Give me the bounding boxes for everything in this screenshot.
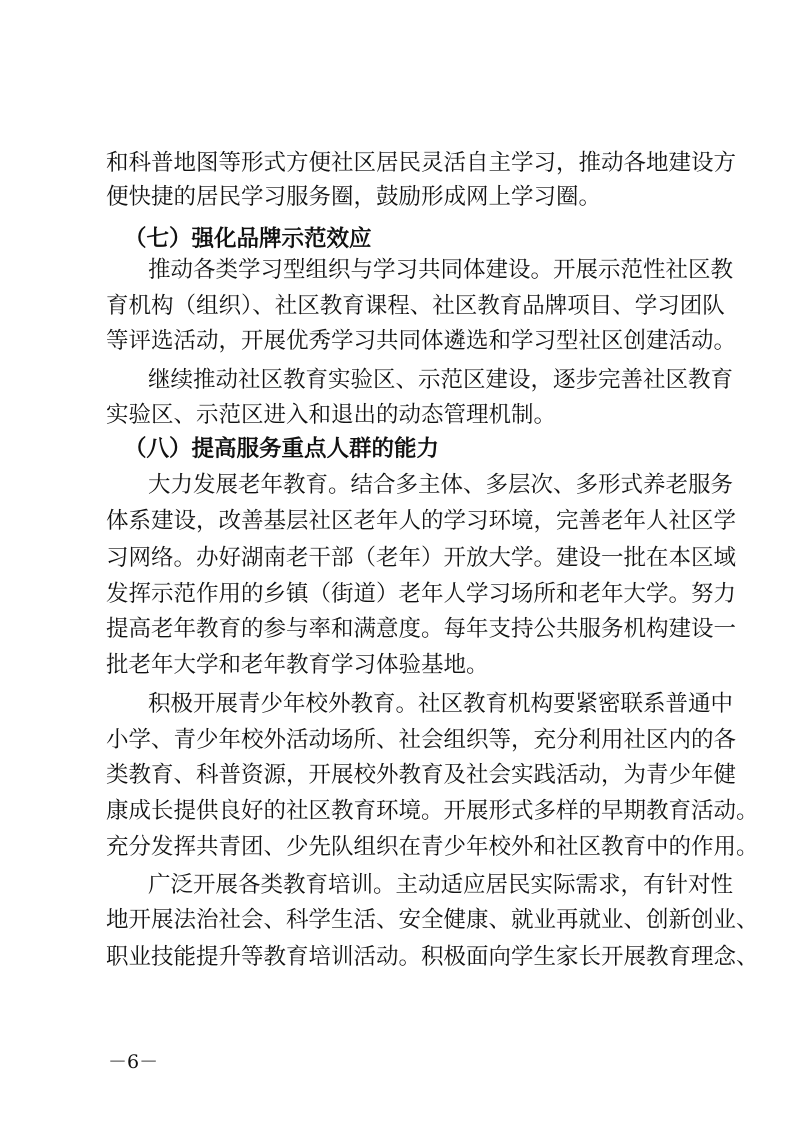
text-line: 职业技能提升等教育培训活动。积极面向学生家长开展教育理念、 <box>106 944 759 970</box>
text-line: 地开展法治社会、科学生活、安全健康、就业再就业、创新创业、 <box>106 907 759 933</box>
text-line: 习网络。办好湖南老干部（老年）开放大学。建设一批在本区域 <box>106 545 737 571</box>
text-line: 提高老年教育的参与率和满意度。每年支持公共服务机构建设一 <box>106 616 737 642</box>
paragraph-first-line: 继续推动社区教育实验区、示范区建设，逐步完善社区教育 <box>148 367 734 393</box>
text-line: 发挥示范作用的乡镇（街道）老年人学习场所和老年大学。努力 <box>106 581 737 607</box>
text-line: 批老年大学和老年教育学习体验基地。 <box>106 652 489 678</box>
text-line: 充分发挥共青团、少先队组织在青少年校外和社区教育中的作用。 <box>106 834 759 860</box>
section-heading: （八）提高服务重点人群的能力 <box>124 436 440 462</box>
text-line: 育机构（组织）、社区教育课程、社区教育品牌项目、学习团队 <box>106 293 725 319</box>
text-line: 和科普地图等形式方便社区居民灵活自主学习，推动各地建设方 <box>106 150 737 176</box>
paragraph-first-line: 推动各类学习型组织与学习共同体建设。开展示范性社区教 <box>148 257 734 283</box>
paragraph-first-line: 广泛开展各类教育培训。主动适应居民实际需求，有针对性 <box>148 872 734 898</box>
text-line: 类教育、科普资源，开展校外教育及社会实践活动，为青少年健 <box>106 762 737 788</box>
text-line: 等评选活动，开展优秀学习共同体遴选和学习型社区创建活动。 <box>106 328 737 354</box>
text-line: 小学、青少年校外活动场所、社会组织等，充分利用社区内的各 <box>106 727 737 753</box>
page-number: －6－ <box>108 1051 159 1073</box>
text-line: 便快捷的居民学习服务圈，鼓励形成网上学习圈。 <box>106 184 602 210</box>
text-line: 康成长提供良好的社区教育环境。开展形式多样的早期教育活动。 <box>106 798 759 824</box>
paragraph-first-line: 大力发展老年教育。结合多主体、多层次、多形式养老服务 <box>148 472 734 498</box>
section-heading: （七）强化品牌示范效应 <box>124 226 372 252</box>
text-line: 实验区、示范区进入和退出的动态管理机制。 <box>106 402 557 428</box>
text-line: 体系建设，改善基层社区老年人的学习环境，完善老年人社区学 <box>106 508 737 534</box>
paragraph-first-line: 积极开展青少年校外教育。社区教育机构要紧密联系普通中 <box>148 691 734 717</box>
